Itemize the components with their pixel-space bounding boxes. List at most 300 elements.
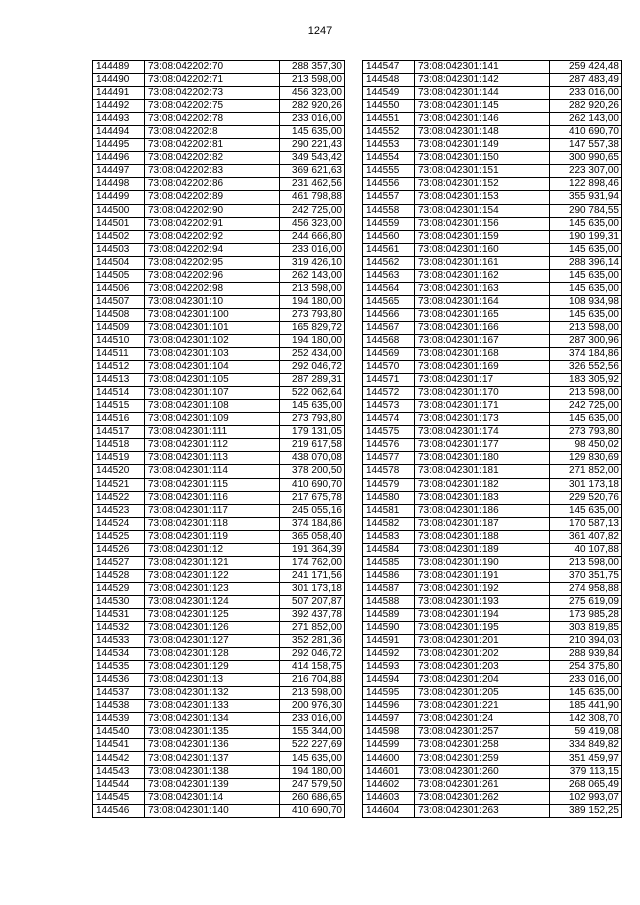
value-cell: 252 434,00 bbox=[280, 348, 345, 361]
table-row bbox=[363, 165, 622, 178]
table-row bbox=[363, 256, 622, 269]
row-number-cell: 144527 bbox=[93, 556, 145, 569]
cadastral-number-cell: 73:08:042202:95 bbox=[145, 256, 280, 269]
cadastral-number-cell: 73:08:042301:192 bbox=[415, 582, 550, 595]
cadastral-number-cell: 73:08:042301:12 bbox=[145, 543, 280, 556]
row-number-cell: 144491 bbox=[93, 87, 145, 100]
cadastral-number-cell: 73:08:042301:202 bbox=[415, 648, 550, 661]
cadastral-number-cell: 73:08:042301:135 bbox=[145, 726, 280, 739]
row-number-cell: 144526 bbox=[93, 543, 145, 556]
cadastral-number-cell: 73:08:042301:115 bbox=[145, 478, 280, 491]
cadastral-number-cell: 73:08:042301:139 bbox=[145, 778, 280, 791]
table-row bbox=[363, 387, 622, 400]
row-number-cell: 144586 bbox=[363, 569, 415, 582]
table-row bbox=[93, 465, 345, 478]
value-cell: 102 993,07 bbox=[550, 791, 622, 804]
table-row bbox=[363, 661, 622, 674]
row-number-cell: 144539 bbox=[93, 713, 145, 726]
row-number-cell: 144588 bbox=[363, 595, 415, 608]
value-cell: 287 300,96 bbox=[550, 334, 622, 347]
cadastral-number-cell: 73:08:042301:111 bbox=[145, 426, 280, 439]
row-number-cell: 144514 bbox=[93, 387, 145, 400]
table-row bbox=[93, 152, 345, 165]
cadastral-number-cell: 73:08:042301:183 bbox=[415, 491, 550, 504]
value-cell: 361 407,82 bbox=[550, 530, 622, 543]
value-cell: 262 143,00 bbox=[550, 113, 622, 126]
table-row bbox=[363, 61, 622, 74]
cadastral-number-cell: 73:08:042301:142 bbox=[415, 74, 550, 87]
value-cell: 145 635,00 bbox=[550, 504, 622, 517]
cadastral-number-cell: 73:08:042301:105 bbox=[145, 374, 280, 387]
table-row bbox=[93, 282, 345, 295]
cadastral-number-cell: 73:08:042301:109 bbox=[145, 413, 280, 426]
table-row bbox=[93, 569, 345, 582]
value-cell: 145 635,00 bbox=[550, 413, 622, 426]
table-row bbox=[93, 243, 345, 256]
cadastral-number-cell: 73:08:042301:188 bbox=[415, 530, 550, 543]
cadastral-table-right bbox=[362, 60, 622, 818]
row-number-cell: 144566 bbox=[363, 308, 415, 321]
table-row bbox=[93, 778, 345, 791]
row-number-cell: 144501 bbox=[93, 217, 145, 230]
value-cell: 216 704,88 bbox=[280, 674, 345, 687]
table-row bbox=[93, 517, 345, 530]
row-number-cell: 144556 bbox=[363, 178, 415, 191]
value-cell: 145 635,00 bbox=[280, 400, 345, 413]
value-cell: 273 793,80 bbox=[280, 413, 345, 426]
table-row bbox=[93, 308, 345, 321]
cadastral-number-cell: 73:08:042301:133 bbox=[145, 700, 280, 713]
value-cell: 98 450,02 bbox=[550, 439, 622, 452]
value-cell: 374 184,86 bbox=[550, 348, 622, 361]
value-cell: 326 552,56 bbox=[550, 361, 622, 374]
row-number-cell: 144598 bbox=[363, 726, 415, 739]
row-number-cell: 144542 bbox=[93, 752, 145, 765]
cadastral-number-cell: 73:08:042301:108 bbox=[145, 400, 280, 413]
table-row bbox=[93, 61, 345, 74]
cadastral-number-cell: 73:08:042202:83 bbox=[145, 165, 280, 178]
row-number-cell: 144519 bbox=[93, 452, 145, 465]
cadastral-number-cell: 73:08:042301:180 bbox=[415, 452, 550, 465]
table-row bbox=[93, 361, 345, 374]
table-row bbox=[363, 504, 622, 517]
value-cell: 231 462,56 bbox=[280, 178, 345, 191]
value-cell: 410 690,70 bbox=[280, 478, 345, 491]
cadastral-number-cell: 73:08:042301:201 bbox=[415, 635, 550, 648]
table-row bbox=[93, 348, 345, 361]
cadastral-number-cell: 73:08:042301:165 bbox=[415, 308, 550, 321]
cadastral-number-cell: 73:08:042301:166 bbox=[415, 321, 550, 334]
cadastral-number-cell: 73:08:042202:86 bbox=[145, 178, 280, 191]
table-row bbox=[363, 348, 622, 361]
value-cell: 522 062,64 bbox=[280, 387, 345, 400]
row-number-cell: 144531 bbox=[93, 608, 145, 621]
cadastral-number-cell: 73:08:042202:81 bbox=[145, 139, 280, 152]
table-row bbox=[93, 582, 345, 595]
value-cell: 147 557,38 bbox=[550, 139, 622, 152]
cadastral-number-cell: 73:08:042301:128 bbox=[145, 648, 280, 661]
cadastral-number-cell: 73:08:042202:75 bbox=[145, 100, 280, 113]
value-cell: 271 852,00 bbox=[280, 622, 345, 635]
table-row bbox=[93, 400, 345, 413]
value-cell: 233 016,00 bbox=[550, 674, 622, 687]
value-cell: 213 598,00 bbox=[280, 74, 345, 87]
row-number-cell: 144572 bbox=[363, 387, 415, 400]
row-number-cell: 144557 bbox=[363, 191, 415, 204]
value-cell: 287 289,31 bbox=[280, 374, 345, 387]
cadastral-number-cell: 73:08:042202:73 bbox=[145, 87, 280, 100]
cadastral-number-cell: 73:08:042301:167 bbox=[415, 334, 550, 347]
value-cell: 219 617,58 bbox=[280, 439, 345, 452]
cadastral-number-cell: 73:08:042301:191 bbox=[415, 569, 550, 582]
table-row bbox=[363, 87, 622, 100]
row-number-cell: 144509 bbox=[93, 321, 145, 334]
table-row bbox=[93, 204, 345, 217]
value-cell: 223 307,00 bbox=[550, 165, 622, 178]
cadastral-number-cell: 73:08:042301:194 bbox=[415, 608, 550, 621]
cadastral-number-cell: 73:08:042202:89 bbox=[145, 191, 280, 204]
value-cell: 122 898,46 bbox=[550, 178, 622, 191]
cadastral-number-cell: 73:08:042301:126 bbox=[145, 622, 280, 635]
row-number-cell: 144525 bbox=[93, 530, 145, 543]
table-row bbox=[93, 478, 345, 491]
row-number-cell: 144553 bbox=[363, 139, 415, 152]
row-number-cell: 144581 bbox=[363, 504, 415, 517]
cadastral-number-cell: 73:08:042301:190 bbox=[415, 556, 550, 569]
value-cell: 300 990,65 bbox=[550, 152, 622, 165]
table-row bbox=[93, 413, 345, 426]
cadastral-number-cell: 73:08:042301:173 bbox=[415, 413, 550, 426]
cadastral-number-cell: 73:08:042301:189 bbox=[415, 543, 550, 556]
value-cell: 438 070,08 bbox=[280, 452, 345, 465]
row-number-cell: 144600 bbox=[363, 752, 415, 765]
value-cell: 379 113,15 bbox=[550, 765, 622, 778]
cadastral-number-cell: 73:08:042301:186 bbox=[415, 504, 550, 517]
cadastral-number-cell: 73:08:042301:136 bbox=[145, 739, 280, 752]
table-row bbox=[93, 74, 345, 87]
cadastral-number-cell: 73:08:042301:204 bbox=[415, 674, 550, 687]
value-cell: 507 207,87 bbox=[280, 595, 345, 608]
table-row bbox=[363, 530, 622, 543]
cadastral-number-cell: 73:08:042301:140 bbox=[145, 804, 280, 817]
table-row bbox=[93, 452, 345, 465]
cadastral-number-cell: 73:08:042301:203 bbox=[415, 661, 550, 674]
cadastral-number-cell: 73:08:042301:118 bbox=[145, 517, 280, 530]
cadastral-number-cell: 73:08:042301:124 bbox=[145, 595, 280, 608]
row-number-cell: 144515 bbox=[93, 400, 145, 413]
row-number-cell: 144595 bbox=[363, 687, 415, 700]
value-cell: 287 483,49 bbox=[550, 74, 622, 87]
cadastral-number-cell: 73:08:042301:112 bbox=[145, 439, 280, 452]
value-cell: 254 375,80 bbox=[550, 661, 622, 674]
value-cell: 194 180,00 bbox=[280, 765, 345, 778]
value-cell: 213 598,00 bbox=[550, 387, 622, 400]
table-row bbox=[93, 126, 345, 139]
table-row bbox=[363, 204, 622, 217]
table-row bbox=[363, 543, 622, 556]
value-cell: 292 046,72 bbox=[280, 361, 345, 374]
row-number-cell: 144506 bbox=[93, 282, 145, 295]
table-row bbox=[93, 687, 345, 700]
table-row bbox=[363, 765, 622, 778]
row-number-cell: 144601 bbox=[363, 765, 415, 778]
value-cell: 142 308,70 bbox=[550, 713, 622, 726]
cadastral-number-cell: 73:08:042301:151 bbox=[415, 165, 550, 178]
value-cell: 334 849,82 bbox=[550, 739, 622, 752]
value-cell: 191 364,39 bbox=[280, 543, 345, 556]
table-row bbox=[93, 100, 345, 113]
value-cell: 365 058,40 bbox=[280, 530, 345, 543]
row-number-cell: 144493 bbox=[93, 113, 145, 126]
value-cell: 370 351,75 bbox=[550, 569, 622, 582]
table-row bbox=[93, 804, 345, 817]
row-number-cell: 144604 bbox=[363, 804, 415, 817]
table-row bbox=[93, 295, 345, 308]
value-cell: 292 046,72 bbox=[280, 648, 345, 661]
cadastral-number-cell: 73:08:042202:82 bbox=[145, 152, 280, 165]
cadastral-number-cell: 73:08:042202:90 bbox=[145, 204, 280, 217]
cadastral-number-cell: 73:08:042301:262 bbox=[415, 791, 550, 804]
table-row bbox=[93, 674, 345, 687]
table-row bbox=[363, 321, 622, 334]
value-cell: 259 424,48 bbox=[550, 61, 622, 74]
table-row bbox=[363, 426, 622, 439]
table-row bbox=[93, 739, 345, 752]
table-row bbox=[363, 334, 622, 347]
row-number-cell: 144533 bbox=[93, 635, 145, 648]
table-row bbox=[93, 191, 345, 204]
row-number-cell: 144585 bbox=[363, 556, 415, 569]
row-number-cell: 144550 bbox=[363, 100, 415, 113]
value-cell: 242 725,00 bbox=[550, 400, 622, 413]
row-number-cell: 144508 bbox=[93, 308, 145, 321]
table-row bbox=[93, 752, 345, 765]
cadastral-number-cell: 73:08:042301:193 bbox=[415, 595, 550, 608]
row-number-cell: 144552 bbox=[363, 126, 415, 139]
cadastral-number-cell: 73:08:042301:170 bbox=[415, 387, 550, 400]
value-cell: 233 016,00 bbox=[280, 713, 345, 726]
value-cell: 290 221,43 bbox=[280, 139, 345, 152]
cadastral-number-cell: 73:08:042301:132 bbox=[145, 687, 280, 700]
table-row bbox=[363, 739, 622, 752]
row-number-cell: 144575 bbox=[363, 426, 415, 439]
cadastral-number-cell: 73:08:042301:260 bbox=[415, 765, 550, 778]
table-row bbox=[93, 178, 345, 191]
row-number-cell: 144544 bbox=[93, 778, 145, 791]
table-row bbox=[363, 269, 622, 282]
row-number-cell: 144561 bbox=[363, 243, 415, 256]
cadastral-number-cell: 73:08:042301:107 bbox=[145, 387, 280, 400]
row-number-cell: 144590 bbox=[363, 622, 415, 635]
table-row bbox=[93, 334, 345, 347]
table-row bbox=[93, 269, 345, 282]
row-number-cell: 144497 bbox=[93, 165, 145, 178]
cadastral-number-cell: 73:08:042301:181 bbox=[415, 465, 550, 478]
row-number-cell: 144492 bbox=[93, 100, 145, 113]
row-number-cell: 144597 bbox=[363, 713, 415, 726]
row-number-cell: 144538 bbox=[93, 700, 145, 713]
table-row bbox=[363, 517, 622, 530]
value-cell: 392 437,78 bbox=[280, 608, 345, 621]
value-cell: 145 635,00 bbox=[280, 752, 345, 765]
row-number-cell: 144589 bbox=[363, 608, 415, 621]
table-row bbox=[363, 622, 622, 635]
row-number-cell: 144499 bbox=[93, 191, 145, 204]
row-number-cell: 144543 bbox=[93, 765, 145, 778]
value-cell: 456 323,00 bbox=[280, 87, 345, 100]
value-cell: 410 690,70 bbox=[280, 804, 345, 817]
row-number-cell: 144576 bbox=[363, 439, 415, 452]
value-cell: 233 016,00 bbox=[280, 113, 345, 126]
cadastral-number-cell: 73:08:042301:152 bbox=[415, 178, 550, 191]
row-number-cell: 144512 bbox=[93, 361, 145, 374]
row-number-cell: 144518 bbox=[93, 439, 145, 452]
table-row bbox=[363, 595, 622, 608]
cadastral-number-cell: 73:08:042301:195 bbox=[415, 622, 550, 635]
table-row bbox=[93, 87, 345, 100]
row-number-cell: 144521 bbox=[93, 478, 145, 491]
row-number-cell: 144570 bbox=[363, 361, 415, 374]
table-row bbox=[93, 595, 345, 608]
table-row bbox=[363, 400, 622, 413]
value-cell: 288 939,84 bbox=[550, 648, 622, 661]
table-row bbox=[93, 543, 345, 556]
row-number-cell: 144584 bbox=[363, 543, 415, 556]
row-number-cell: 144495 bbox=[93, 139, 145, 152]
table-row bbox=[93, 635, 345, 648]
row-number-cell: 144582 bbox=[363, 517, 415, 530]
value-cell: 410 690,70 bbox=[550, 126, 622, 139]
table-row bbox=[363, 465, 622, 478]
row-number-cell: 144534 bbox=[93, 648, 145, 661]
row-number-cell: 144520 bbox=[93, 465, 145, 478]
cadastral-number-cell: 73:08:042301:114 bbox=[145, 465, 280, 478]
cadastral-number-cell: 73:08:042301:138 bbox=[145, 765, 280, 778]
cadastral-number-cell: 73:08:042301:182 bbox=[415, 478, 550, 491]
table-row bbox=[363, 687, 622, 700]
table-row bbox=[363, 674, 622, 687]
table-row bbox=[363, 100, 622, 113]
value-cell: 268 065,49 bbox=[550, 778, 622, 791]
cadastral-number-cell: 73:08:042301:174 bbox=[415, 426, 550, 439]
cadastral-number-cell: 73:08:042301:117 bbox=[145, 504, 280, 517]
cadastral-number-cell: 73:08:042202:92 bbox=[145, 230, 280, 243]
value-cell: 179 131,05 bbox=[280, 426, 345, 439]
value-cell: 301 173,18 bbox=[550, 478, 622, 491]
row-number-cell: 144541 bbox=[93, 739, 145, 752]
cadastral-number-cell: 73:08:042301:163 bbox=[415, 282, 550, 295]
cadastral-number-cell: 73:08:042202:98 bbox=[145, 282, 280, 295]
value-cell: 262 143,00 bbox=[280, 269, 345, 282]
row-number-cell: 144540 bbox=[93, 726, 145, 739]
row-number-cell: 144505 bbox=[93, 269, 145, 282]
table-row bbox=[93, 608, 345, 621]
value-cell: 461 798,88 bbox=[280, 191, 345, 204]
table-row bbox=[93, 387, 345, 400]
table-row bbox=[93, 426, 345, 439]
cadastral-number-cell: 73:08:042301:156 bbox=[415, 217, 550, 230]
table-row bbox=[363, 452, 622, 465]
cadastral-number-cell: 73:08:042301:137 bbox=[145, 752, 280, 765]
value-cell: 145 635,00 bbox=[550, 217, 622, 230]
cadastral-number-cell: 73:08:042301:102 bbox=[145, 334, 280, 347]
table-row bbox=[363, 361, 622, 374]
row-number-cell: 144602 bbox=[363, 778, 415, 791]
value-cell: 274 958,88 bbox=[550, 582, 622, 595]
cadastral-number-cell: 73:08:042301:104 bbox=[145, 361, 280, 374]
table-row bbox=[93, 726, 345, 739]
table-row bbox=[363, 178, 622, 191]
row-number-cell: 144532 bbox=[93, 622, 145, 635]
value-cell: 145 635,00 bbox=[550, 243, 622, 256]
value-cell: 165 829,72 bbox=[280, 321, 345, 334]
row-number-cell: 144573 bbox=[363, 400, 415, 413]
table-row bbox=[363, 582, 622, 595]
row-number-cell: 144592 bbox=[363, 648, 415, 661]
value-cell: 273 793,80 bbox=[550, 426, 622, 439]
cadastral-number-cell: 73:08:042301:17 bbox=[415, 374, 550, 387]
table-row bbox=[363, 726, 622, 739]
row-number-cell: 144530 bbox=[93, 595, 145, 608]
cadastral-number-cell: 73:08:042301:146 bbox=[415, 113, 550, 126]
row-number-cell: 144574 bbox=[363, 413, 415, 426]
table-row bbox=[93, 622, 345, 635]
table-row bbox=[363, 413, 622, 426]
table-row bbox=[93, 530, 345, 543]
cadastral-number-cell: 73:08:042301:187 bbox=[415, 517, 550, 530]
value-cell: 145 635,00 bbox=[550, 282, 622, 295]
cadastral-number-cell: 73:08:042301:145 bbox=[415, 100, 550, 113]
cadastral-number-cell: 73:08:042202:78 bbox=[145, 113, 280, 126]
cadastral-number-cell: 73:08:042301:161 bbox=[415, 256, 550, 269]
value-cell: 301 173,18 bbox=[280, 582, 345, 595]
value-cell: 355 931,94 bbox=[550, 191, 622, 204]
row-number-cell: 144559 bbox=[363, 217, 415, 230]
cadastral-number-cell: 73:08:042301:127 bbox=[145, 635, 280, 648]
value-cell: 282 920,26 bbox=[550, 100, 622, 113]
cadastral-number-cell: 73:08:042301:148 bbox=[415, 126, 550, 139]
table-row bbox=[363, 491, 622, 504]
row-number-cell: 144537 bbox=[93, 687, 145, 700]
table-row bbox=[93, 256, 345, 269]
value-cell: 374 184,86 bbox=[280, 517, 345, 530]
table-row bbox=[93, 230, 345, 243]
table-row bbox=[363, 139, 622, 152]
table-row bbox=[363, 478, 622, 491]
value-cell: 233 016,00 bbox=[280, 243, 345, 256]
value-cell: 378 200,50 bbox=[280, 465, 345, 478]
row-number-cell: 144554 bbox=[363, 152, 415, 165]
value-cell: 59 419,08 bbox=[550, 726, 622, 739]
value-cell: 352 281,36 bbox=[280, 635, 345, 648]
table-row bbox=[93, 504, 345, 517]
value-cell: 170 587,13 bbox=[550, 517, 622, 530]
row-number-cell: 144510 bbox=[93, 334, 145, 347]
value-cell: 241 171,56 bbox=[280, 569, 345, 582]
cadastral-number-cell: 73:08:042301:100 bbox=[145, 308, 280, 321]
table-row bbox=[93, 713, 345, 726]
table-row bbox=[363, 113, 622, 126]
cadastral-number-cell: 73:08:042301:168 bbox=[415, 348, 550, 361]
row-number-cell: 144529 bbox=[93, 582, 145, 595]
table-row bbox=[93, 165, 345, 178]
cadastral-number-cell: 73:08:042301:24 bbox=[415, 713, 550, 726]
row-number-cell: 144489 bbox=[93, 61, 145, 74]
row-number-cell: 144548 bbox=[363, 74, 415, 87]
row-number-cell: 144583 bbox=[363, 530, 415, 543]
value-cell: 200 976,30 bbox=[280, 700, 345, 713]
row-number-cell: 144535 bbox=[93, 661, 145, 674]
